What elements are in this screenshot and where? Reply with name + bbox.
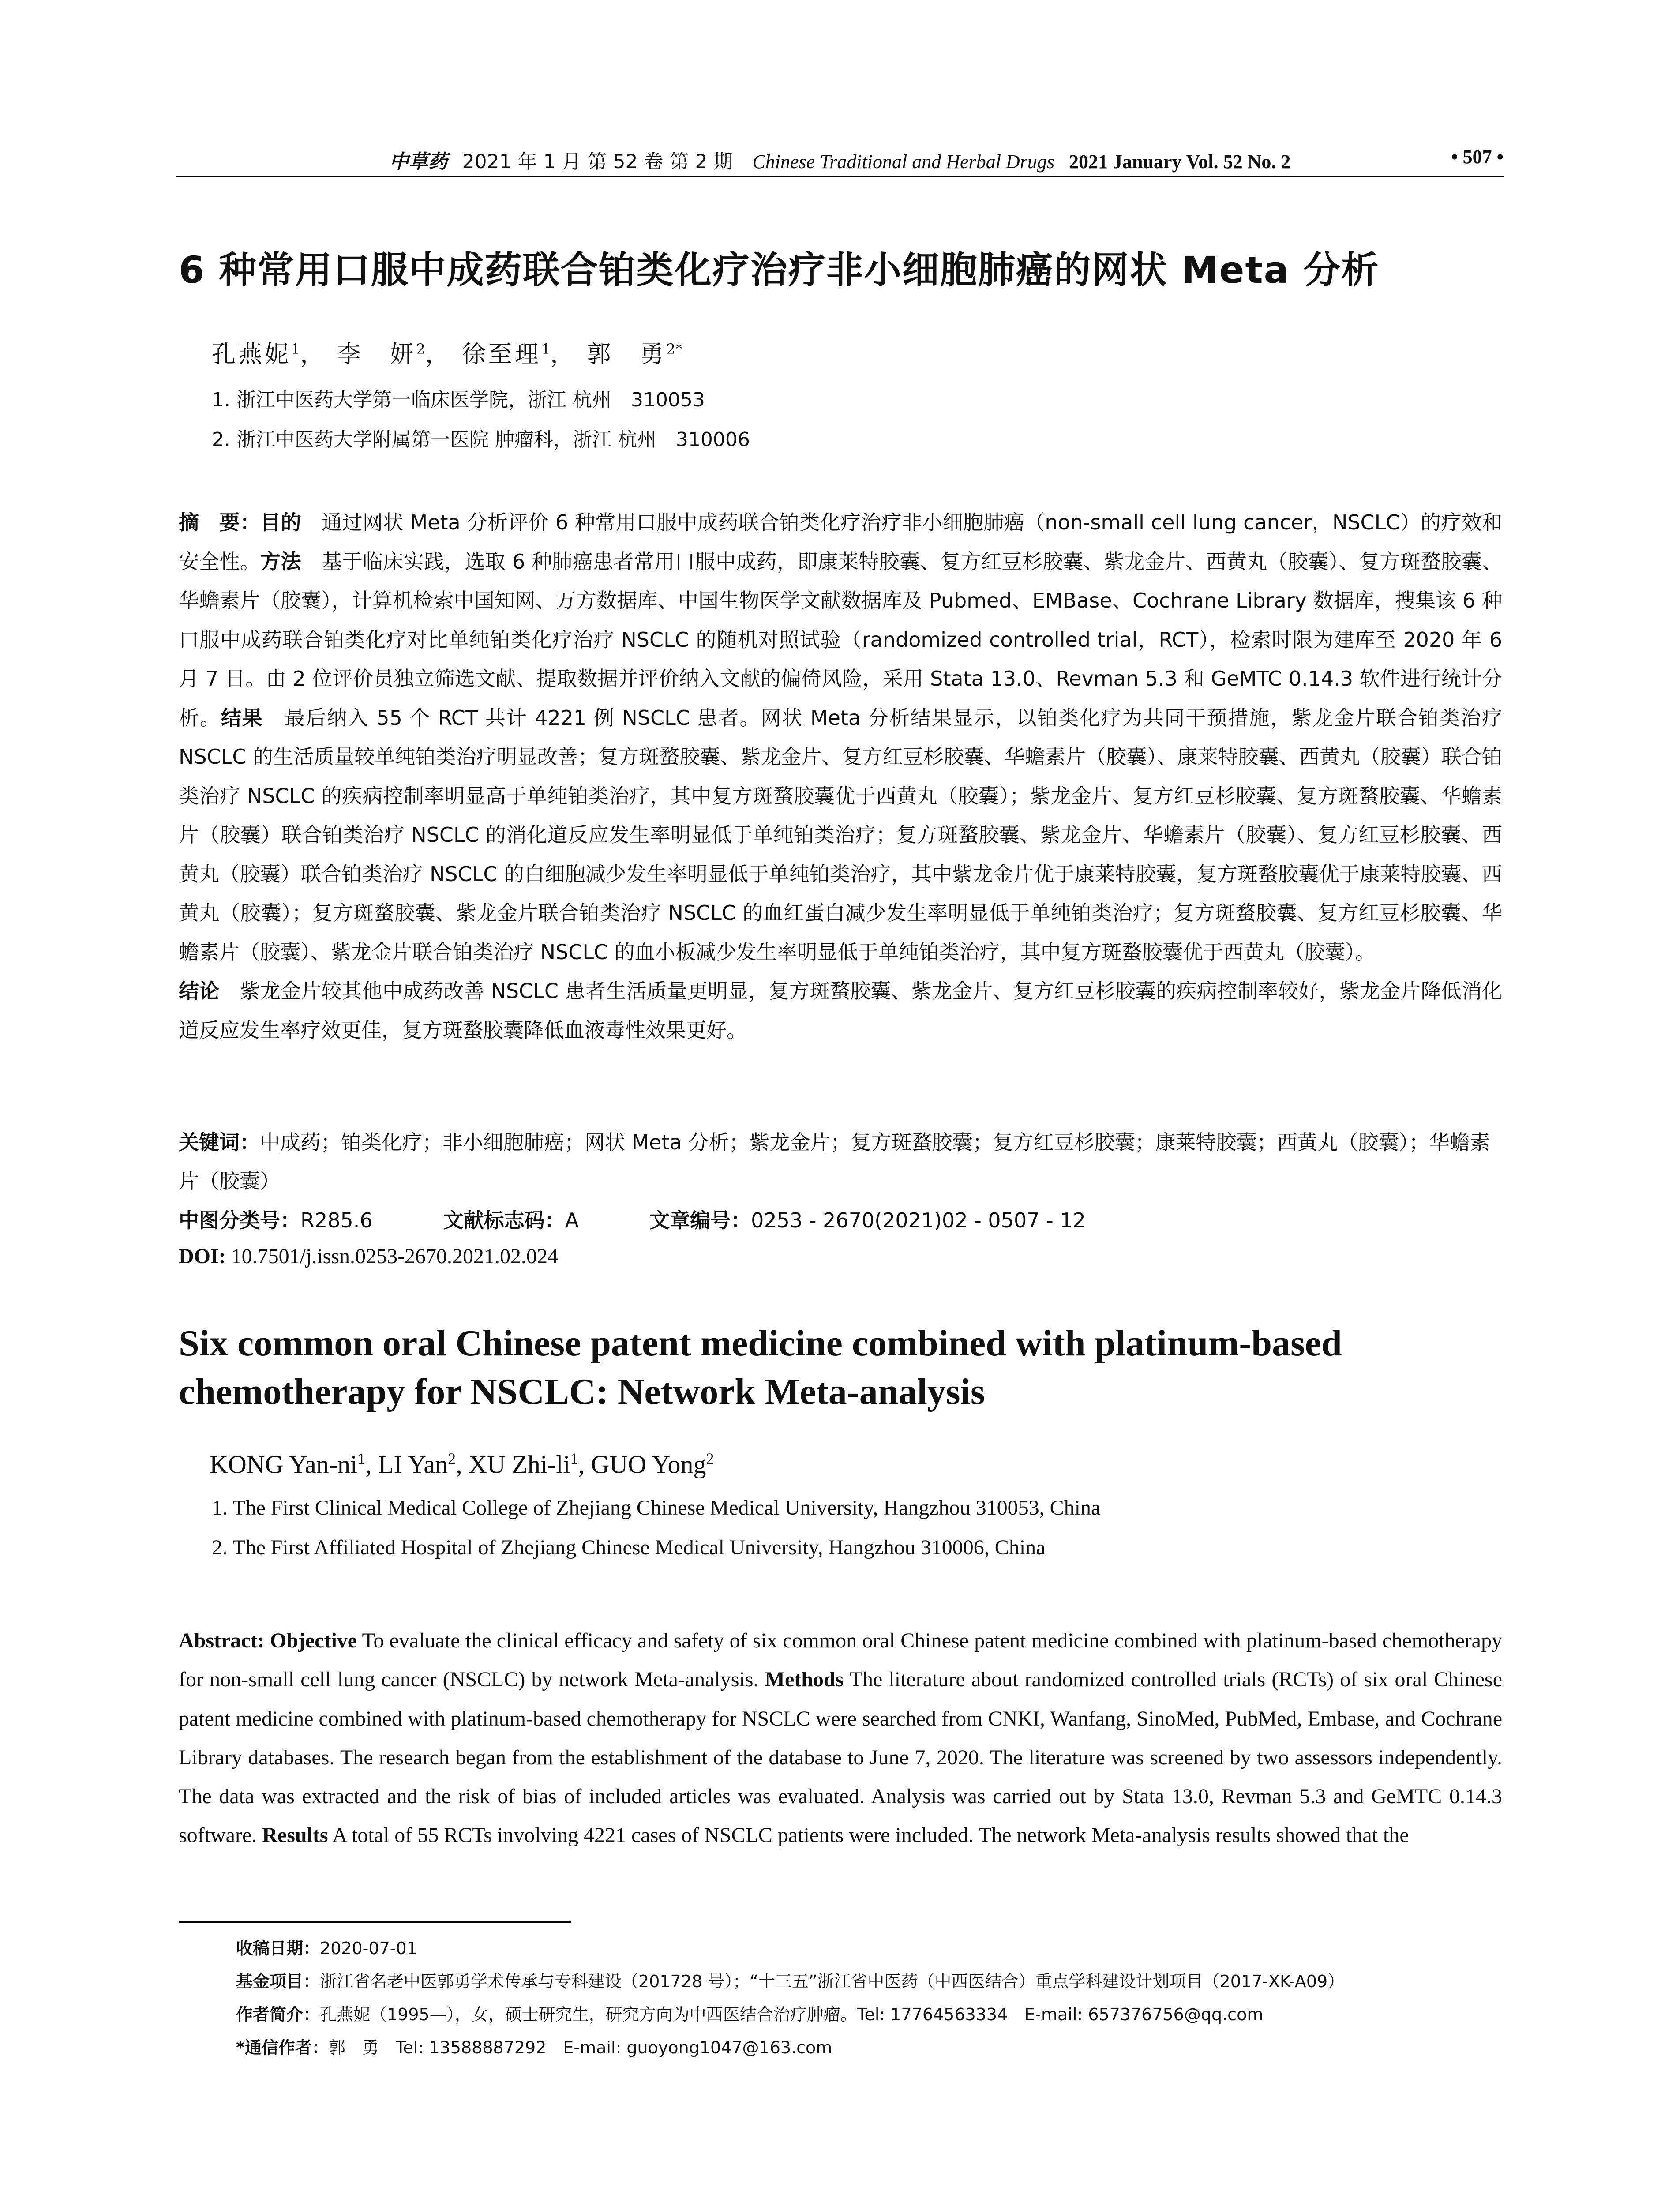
header-rule	[176, 176, 1504, 177]
footnote-rule	[179, 1921, 571, 1923]
objective-text: 通过网状 Meta 分析评价 6 种常用口服中成药联合铂类化疗治疗非小细胞肺癌（non-small cell lung cancer，NSCLC）的疗效和安全性。	[179, 510, 1503, 574]
conclusion-label: 结论	[179, 979, 220, 1003]
english-authors: KONG Yan-$ni^1$, LI Yan$^2$, XU Zhi-$li^1$, GUO Yong$^2$	[210, 1450, 714, 1479]
author-bio-label: 作者简介：	[236, 2005, 320, 2024]
doc-code-value: A	[565, 1208, 579, 1232]
clc-label: 中图分类号：	[179, 1208, 300, 1232]
doi-link[interactable]: 10.7501/j.issn.0253-2670.2021.02.024	[225, 1245, 559, 1268]
author-name: 孔燕妮	[212, 340, 291, 368]
abstract-label: 摘 要：	[179, 510, 261, 534]
article-no-label: 文章编号：	[649, 1208, 751, 1232]
clc-item	[179, 1204, 373, 1234]
author-sup: 1	[541, 341, 551, 357]
objective-text: To evaluate the clinical efficacy and safety of six common oral Chinese patent medicine combined with platinum-based chemotherapy for non-small cell lung cancer (NSCLC) by network Meta-analysis.	[179, 1629, 1502, 1692]
doc-code-item	[443, 1204, 579, 1234]
page-number: • 507 •	[1451, 146, 1504, 168]
author-sup: 2	[706, 1450, 714, 1467]
objective-label: 目的	[260, 510, 301, 534]
author-bio-value: 孔燕妮（1995—），女，硕士研究生，研究方向为中西医结合治疗肿瘤。Tel: 17764563334 E-mail: 657376756@qq.com	[320, 2005, 1264, 2024]
clc-value: R285.6	[300, 1208, 373, 1232]
results-label: Results	[262, 1823, 328, 1847]
footnote-fund	[236, 1968, 1344, 1992]
article-no-item	[649, 1204, 1086, 1234]
issue-cn: 2021 年 1 月 第 52 卷 第 2 期	[462, 150, 733, 173]
chinese-affiliation-2: 2. 浙江中医药大学附属第一医院 肿瘤科，浙江 杭州 310006	[212, 428, 750, 451]
running-header-center	[176, 146, 1504, 174]
chinese-title: 6 种常用口服中成药联合铂类化疗治疗非小细胞肺癌的网状 Meta 分析	[179, 248, 1380, 292]
abstract-label: Abstract:	[179, 1629, 270, 1652]
keywords-label: 关键词：	[179, 1130, 260, 1154]
english-abstract	[179, 1621, 1502, 1855]
fund-label: 基金项目：	[236, 1972, 320, 1991]
journal-name-en: Chinese Traditional and Herbal Drugs	[752, 151, 1054, 173]
article-no-value: 0253 - 2670(2021)02 - 0507 - 12	[751, 1208, 1086, 1232]
received-value: 2020-07-01	[320, 1939, 417, 1958]
running-header	[176, 146, 1504, 176]
chinese-authors: 孔燕妮$^1$， 李 妍$^2$， 徐至理$^1$， 郭 勇$^{2*}$	[212, 340, 682, 368]
author-sup: 1	[291, 341, 300, 357]
english-affiliation-2: 2. The First Affiliated Hospital of Zhejiang Chinese Medical University, Hangzhou 310006, China	[212, 1536, 1046, 1559]
author-sup: 2	[448, 1450, 456, 1467]
received-label: 收稿日期：	[236, 1939, 320, 1958]
doi-label: DOI:	[179, 1245, 226, 1268]
journal-name-cn: 中草药	[389, 150, 448, 173]
keywords-text: 中成药；铂类化疗；非小细胞肺癌；网状 Meta 分析；紫龙金片；复方斑蝥胶囊；复方红豆杉胶囊；康莱特胶囊；西黄丸（胶囊）；华蟾素片（胶囊）	[179, 1130, 1490, 1193]
chinese-abstract	[179, 503, 1502, 1050]
chinese-affiliation-1: 1. 浙江中医药大学第一临床医学院，浙江 杭州 310053	[212, 389, 705, 411]
results-text: A total of 55 RCTs involving 4221 cases of NSCLC patients were included. The network Meta-analysis results showed that the	[328, 1823, 1409, 1847]
author-sup: 1	[570, 1450, 578, 1467]
results-label: 结果	[221, 705, 263, 730]
classification-line	[179, 1204, 1502, 1234]
doc-code-label: 文献标志码：	[443, 1208, 565, 1232]
author-name: KONG Yan-ni	[210, 1450, 358, 1479]
conclusion-text: 紫龙金片较其他中成药改善 NSCLC 患者生活质量更明显，复方斑蝥胶囊、紫龙金片、复方红豆杉胶囊的疾病控制率较好，紫龙金片降低消化道反应发生率疗效更佳，复方斑蝥胶囊降低血液毒性效果更好。	[179, 979, 1502, 1042]
author-sup: 2	[416, 341, 425, 357]
methods-text: 基于临床实践，选取 6 种肺癌患者常用口服中成药，即康莱特胶囊、复方红豆杉胶囊、紫龙金片、西黄丸（胶囊）、复方斑蝥胶囊、华蟾素片（胶囊），计算机检索中国知网、万方数据库、中国生物医学文献数据库及 Pubmed、EMBase、Cochrane Library 数据库，搜集该 6 种口服中成药联合铂类化疗对比单纯铂类化疗治疗 NSCLC 的随机对照试验（randomized controlled trial，RCT），检索时限为建库至 2020 年 6 月 7 日。由 2 位评价员独立筛选文献、提取数据并评价纳入文献的偏倚风险，采用 Stata 13.0、Revman 5.3 和 GeMTC 0.14.3 软件进行统计分析。	[179, 549, 1503, 730]
author-sup: 1	[357, 1450, 366, 1467]
author-name: LI Yan	[378, 1450, 448, 1479]
author-sup: 2*	[666, 341, 682, 357]
doi-line	[179, 1244, 558, 1268]
author-name: XU Zhi-li	[469, 1450, 570, 1479]
methods-label: Methods	[765, 1668, 844, 1692]
footnote-corresponding	[236, 2034, 832, 2058]
fund-value: 浙江省名老中医郭勇学术传承与专科建设（201728 号）；“十三五”浙江省中医药（中西医结合）重点学科建设计划项目（2017-XK-A09）	[320, 1972, 1345, 1991]
author-name: 徐至理	[462, 340, 542, 368]
methods-label: 方法	[260, 549, 301, 574]
english-title: Six common oral Chinese patent medicine combined with platinum-based chemotherapy for NSCLC: Network Meta-analysis	[179, 1323, 1342, 1412]
corresponding-label: *通信作者：	[236, 2038, 329, 2057]
results-text: 最后纳入 55 个 RCT 共计 4221 例 NSCLC 患者。网状 Meta 分析结果显示，以铂类化疗为共同干预措施，紫龙金片联合铂类治疗 NSCLC 的生活质量较单纯铂类治疗明显改善；复方斑蝥胶囊、紫龙金片、复方红豆杉胶囊、华蟾素片（胶囊）、康莱特胶囊、西黄丸（胶囊）联合铂类治疗 NSCLC 的疾病控制率明显高于单纯铂类治疗，其中复方斑蝥胶囊优于西黄丸（胶囊）；紫龙金片、复方红豆杉胶囊、复方斑蝥胶囊、华蟾素片（胶囊）联合铂类治疗 NSCLC 的消化道反应发生率明显低于单纯铂类治疗；复方斑蝥胶囊、紫龙金片、华蟾素片（胶囊）、复方红豆杉胶囊、西黄丸（胶囊）联合铂类治疗 NSCLC 的白细胞减少发生率明显低于单纯铂类治疗，其中紫龙金片优于康莱特胶囊，复方斑蝥胶囊优于康莱特胶囊、西黄丸（胶囊）；复方斑蝥胶囊、紫龙金片联合铂类治疗 NSCLC 的血红蛋白减少发生率明显低于单纯铂类治疗；复方斑蝥胶囊、复方红豆杉胶囊、华蟾素片（胶囊）、紫龙金片联合铂类治疗 NSCLC 的血小板减少发生率明显低于单纯铂类治疗，其中复方斑蝥胶囊优于西黄丸（胶囊）。	[179, 705, 1502, 964]
english-affiliation-1: 1. The First Clinical Medical College of Zhejiang Chinese Medical University, Hangzhou 310053, China	[212, 1496, 1101, 1519]
methods-text: The literature about randomized controlled trials (RCTs) of six oral Chinese patent medicine combined with platinum-based chemotherapy for NSCLC were searched from CNKI, Wanfang, SinoMed, PubMed, Embase, and Cochrane Library databases. The research began from the establishment of the database to June 7, 2020. The literature was screened by two assessors independently. The data was extracted and the risk of bias of included articles was evaluated. Analysis was carried out by Stata 13.0, Revman 5.3 and GeMTC 0.14.3 software.	[179, 1668, 1503, 1847]
chinese-keywords	[179, 1123, 1502, 1201]
footnote-author	[236, 2001, 1263, 2025]
issue-en: 2021 January Vol. 52 No. 2	[1069, 151, 1291, 173]
corresponding-value: 郭 勇 Tel: 13588887292 E-mail: guoyong1047@163.com	[328, 2038, 832, 2057]
objective-label: Objective	[270, 1629, 357, 1652]
author-name: 郭 勇	[587, 340, 667, 368]
footnote-received	[236, 1935, 417, 1959]
author-name: GUO Yong	[591, 1450, 706, 1479]
author-name: 李 妍	[337, 340, 416, 368]
